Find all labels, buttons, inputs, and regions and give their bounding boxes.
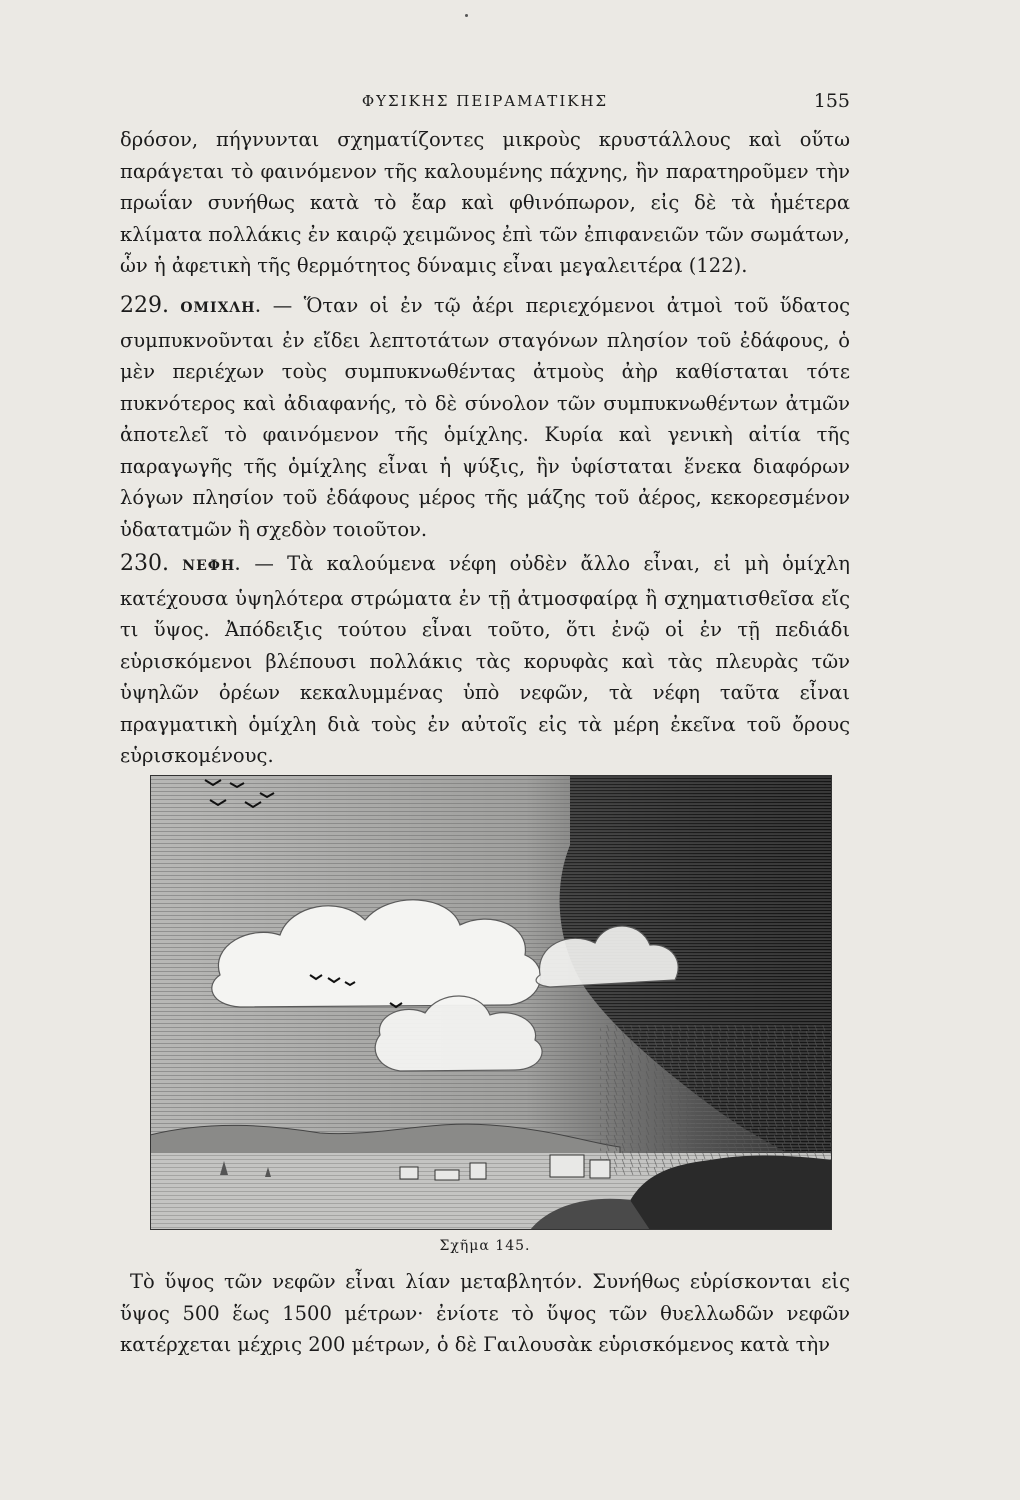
- page-speck: [465, 14, 468, 17]
- section-229-number: 229.: [120, 293, 169, 318]
- section-229: [120, 290, 850, 545]
- clouds-engraving: [150, 775, 832, 1230]
- page-number: 155: [813, 90, 850, 112]
- running-title: ΦΥΣΙΚΗΣ ΠΕΙΡΑΜΑΤΙΚΗΣ: [361, 92, 609, 110]
- rain-streaks: [600, 1025, 832, 1175]
- page-header: [120, 88, 850, 118]
- section-229-heading: ΟΜΙΧΛΗ.: [180, 300, 262, 316]
- intro-paragraph: δρόσον, πήγνυνται σχηματίζοντες μικροὺς κρυστάλλους καὶ οὕτω παράγεται τὸ φαινόμενον τῆς καλουμένης πάχνης, ἣν παρατηροῦμεν τὴν πρωΐαν συνήθως κατὰ τὸ ἔαρ καὶ φθινόπωρον, εἰς δὲ τὰ ἡμέτερα κλίματα πολλάκις ἐν καιρῷ χειμῶνος ἐπὶ τῶν ἐπιφανειῶν τῶν σωμάτων, ὧν ἡ ἀφετικὴ τῆς θερμότητος δύναμις εἶναι μεγαλειτέρα (122).: [120, 128, 850, 277]
- section-230: [120, 548, 850, 772]
- intro-paragraph-block: [120, 124, 850, 282]
- closing-paragraph: Τὸ ὕψος τῶν νεφῶν εἶναι λίαν μεταβλητόν. Συνήθως εὑρίσκονται εἰς ὕψος 500 ἕως 1500 μέτρων· ἐνίοτε τὸ ὕψος τῶν θυελλωδῶν νεφῶν κατέρχεται μέχρις 200 μέτρων, ὁ δὲ Γαιλουσὰκ εὑρισκόμενος κατὰ τὴν: [120, 1270, 850, 1356]
- section-230-text: — Τὰ καλούμενα νέφη οὐδὲν ἄλλο εἶναι, εἰ μὴ ὁμίχλη κατέχουσα ὑψηλότερα στρώματα ἐν τῇ ἀτμοσφαίρᾳ ἢ σχηματισθεῖσα εἴς τι ὕψος. Ἀπόδειξις τούτου εἶναι τοῦτο, ὅτι ἐνῷ οἱ ἐν τῇ πεδιάδι εὑρισκόμενοι βλέπουσι πολλάκις τὰς κορυφὰς καὶ τὰς πλευρὰς τῶν ὑψηλῶν ὀρέων κεκαλυμμένας ὑπὸ νεφῶν, τὰ νέφη ταῦτα εἶναι πραγματικὴ ὁμίχλη διὰ τοὺς ἐν αὐτοῖς εἰς τὰ μέρη ἐκεῖνα τοῦ ὄρους εὑρισκομένους.: [120, 552, 850, 767]
- closing-paragraph-block: [120, 1266, 850, 1361]
- section-230-number: 230.: [120, 551, 169, 576]
- section-229-text: — Ὅταν οἱ ἐν τῷ ἀέρι περιεχόμενοι ἀτμοὶ τοῦ ὕδατος συμπυκνοῦνται ἐν εἴδει λεπτοτάτων σταγόνων πλησίον τοῦ ἐδάφους, ὁ μὲν περιέχων τοὺς συμπυκνωθέντας ἀτμοὺς ἀὴρ καθίσταται τότε πυκνότερος καὶ ἀδιαφανής, τὸ δὲ σύνολον τῶν συμπυκνωθέντων ἀτμῶν ἀποτελεῖ τὸ φαινόμενον τῆς ὁμίχλης. Κυρία καὶ γενικὴ αἰτία τῆς παραγωγῆς τῆς ὁμίχλης εἶναι ἡ ψύξις, ἣν ὑφίσταται ἕνεκα διαφόρων λόγων πλησίον τοῦ ἐδάφους μέρος τῆς μάζης τοῦ ἀέρος, κεκορεσμένον ὑδατατμῶν ἢ σχεδὸν τοιοῦτον.: [120, 294, 850, 541]
- section-230-heading: ΝΕΦΗ.: [182, 558, 242, 574]
- figure-caption: Σχῆμα 145.: [439, 1238, 531, 1254]
